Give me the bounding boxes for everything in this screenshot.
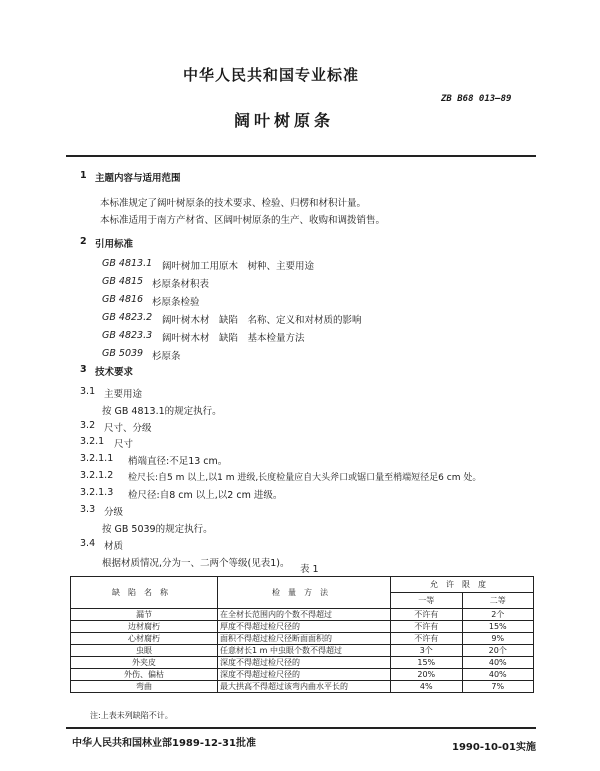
- table-note: 注:上表未列缺陷不计。: [90, 711, 173, 720]
- cell-grade-1: 3个: [391, 645, 463, 657]
- cell-defect: 弯曲: [71, 681, 218, 693]
- ref-code: GB 4813.1: [102, 258, 153, 269]
- ref-code: GB 4816: [102, 294, 144, 305]
- clause-3-2-1-title: 尺寸: [114, 439, 134, 450]
- cell-defect: 外伤、偏枯: [71, 669, 218, 681]
- ref-text: 杉原条材积表: [152, 279, 210, 290]
- cell-method: 最大拱高不得超过该弯内曲水平长的: [218, 681, 391, 693]
- clause-3-1-number: 3.1: [80, 386, 96, 397]
- header-grade-1: 一等: [391, 593, 463, 609]
- cell-defect: 外夹皮: [71, 657, 218, 669]
- cell-grade-2: 9%: [462, 633, 534, 645]
- cell-method: 深度不得超过检尺径的: [218, 669, 391, 681]
- table-caption: 表 1: [300, 564, 319, 575]
- table-row: [71, 621, 534, 633]
- clause-3-2-1-2-number: 3.2.1.2: [80, 470, 114, 481]
- section-3-title: 技术要求: [95, 367, 134, 378]
- cell-defect: 虫眼: [71, 645, 218, 657]
- cell-grade-1: 20%: [391, 669, 463, 681]
- table-row: [71, 609, 534, 621]
- clause-3-3-text: 按 GB 5039的规定执行。: [102, 524, 213, 535]
- section-1-number: 1: [80, 170, 87, 181]
- header-limit: 允许限度: [391, 577, 534, 593]
- cell-grade-1: 不许有: [391, 609, 463, 621]
- defect-limits-table: [70, 576, 534, 693]
- clause-3-2-1-2-text: 检尺长:自5 m 以上,以1 m 进级,长度检量应自大头斧口或锯口量至梢端短径足6 cm 处。: [128, 473, 482, 483]
- cell-defect: 漏节: [71, 609, 218, 621]
- ref-code: GB 4823.2: [102, 312, 153, 323]
- cell-grade-2: 20个: [462, 645, 534, 657]
- cell-grade-1: 15%: [391, 657, 463, 669]
- cell-grade-1: 不许有: [391, 633, 463, 645]
- table-row: [71, 681, 534, 693]
- header-grade-2: 二等: [462, 593, 534, 609]
- table-row: [71, 633, 534, 645]
- clause-3-4-title: 材质: [104, 541, 124, 552]
- clause-3-2-1-1-text: 梢端直径:不足13 cm。: [128, 456, 228, 467]
- clause-3-2-1-1-number: 3.2.1.1: [80, 453, 114, 464]
- cell-grade-1: 不许有: [391, 621, 463, 633]
- cell-grade-2: 40%: [462, 657, 534, 669]
- cell-method: 在全材长范围内的个数不得超过: [218, 609, 391, 621]
- cell-grade-2: 40%: [462, 669, 534, 681]
- footer-divider: [66, 727, 536, 729]
- clause-3-2-title: 尺寸、分级: [104, 423, 152, 434]
- section-3-number: 3: [80, 364, 87, 375]
- clause-3-2-1-3-number: 3.2.1.3: [80, 487, 114, 498]
- cell-method: 厚度不得超过检尺径的: [218, 621, 391, 633]
- ref-code: GB 4823.3: [102, 330, 153, 341]
- cell-grade-2: 7%: [462, 681, 534, 693]
- section-1-para-2: 本标准适用于南方产材省、区阔叶树原条的生产、收购和调拨销售。: [100, 215, 386, 226]
- clause-3-1-title: 主要用途: [104, 389, 143, 400]
- cell-grade-2: 15%: [462, 621, 534, 633]
- table-row: [71, 669, 534, 681]
- section-2-number: 2: [80, 236, 87, 247]
- ref-text: 杉原条检验: [152, 297, 200, 308]
- issuing-org: 中华人民共和国专业标准: [183, 66, 360, 84]
- cell-grade-1: 4%: [391, 681, 463, 693]
- section-1-title: 主题内容与适用范围: [95, 173, 181, 184]
- clause-3-2-1-3-text: 检尺径:自8 cm 以上,以2 cm 进级。: [128, 490, 283, 501]
- clause-3-2-1-number: 3.2.1: [80, 436, 105, 447]
- ref-code: GB 4815: [102, 276, 144, 287]
- ref-code: GB 5039: [102, 348, 144, 359]
- approval-line: 中华人民共和国林业部1989-12-31批准: [72, 738, 256, 749]
- section-2-title: 引用标准: [95, 239, 134, 250]
- cell-method: 面积不得超过检尺径断面面积的: [218, 633, 391, 645]
- clause-3-1-text: 按 GB 4813.1的规定执行。: [102, 406, 222, 417]
- cell-method: 深度不得超过检尺径的: [218, 657, 391, 669]
- cell-defect: 心材腐朽: [71, 633, 218, 645]
- table-row: [71, 657, 534, 669]
- effective-date: 1990-10-01实施: [452, 742, 536, 753]
- cell-defect: 边材腐朽: [71, 621, 218, 633]
- clause-3-3-number: 3.3: [80, 504, 96, 515]
- clause-3-4-number: 3.4: [80, 538, 96, 549]
- header-divider: [66, 155, 536, 157]
- header-method: 检量方法: [218, 577, 391, 609]
- clause-3-4-text: 根据材质情况,分为一、二两个等级(见表1)。: [102, 558, 290, 569]
- header-defect: 缺陷名称: [71, 577, 218, 609]
- section-1-para-1: 本标准规定了阔叶树原条的技术要求、检验、归楞和材积计量。: [100, 198, 367, 209]
- ref-text: 杉原条: [152, 351, 181, 362]
- clause-3-2-number: 3.2: [80, 420, 96, 431]
- document-title: 阔叶树原条: [234, 111, 335, 130]
- ref-text: 阔叶树木材 缺陷 名称、定义和对材质的影响: [162, 315, 362, 326]
- cell-method: 任意材长1 m 中虫眼个数不得超过: [218, 645, 391, 657]
- cell-grade-2: 2个: [462, 609, 534, 621]
- clause-3-3-title: 分级: [104, 507, 124, 518]
- standard-code: ZB B68 013—89: [441, 94, 512, 104]
- ref-text: 阔叶树木材 缺陷 基本检量方法: [162, 333, 305, 344]
- table-row: [71, 645, 534, 657]
- ref-text: 阔叶树加工用原木 树种、主要用途: [162, 261, 315, 272]
